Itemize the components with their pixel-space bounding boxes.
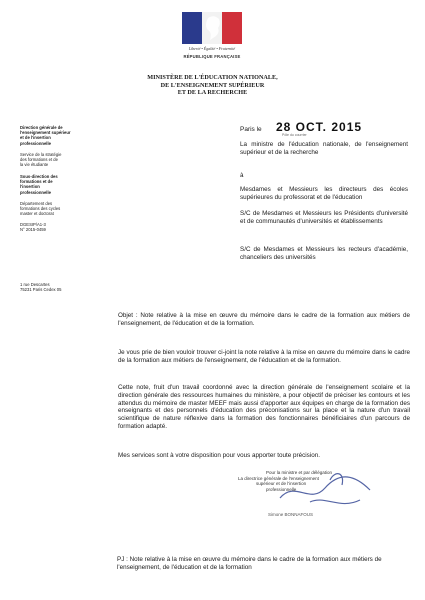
sidebar-line: professionnelle <box>20 140 51 146</box>
sidebar-line: formations et de <box>20 179 53 185</box>
sidebar-line: l'insertion <box>20 184 40 190</box>
sidebar-line: 75231 Paris Cedex 05 <box>20 287 62 293</box>
sender: La ministre de l'éducation nationale, de l'enseignement supérieur et de la recherche <box>240 141 408 156</box>
sidebar-line: la vie étudiante <box>20 162 49 168</box>
sidebar-address <box>20 282 115 292</box>
sidebar-department <box>20 201 115 217</box>
sidebar-line: et de l'insertion <box>20 135 51 141</box>
motto: Liberté • Égalité • Fraternité <box>188 46 236 51</box>
date-stamp-subtext: Pôle du courrier <box>282 133 307 137</box>
recipient-1: Mesdames et Messieurs les directeurs des écoles supérieures du professorat et de l'éducation <box>240 186 408 201</box>
signature-line: La directrice générale de l'enseignement <box>238 475 319 481</box>
signature-line: professionnelle <box>266 486 297 492</box>
sidebar-line: Service de la stratégie <box>20 152 62 157</box>
sidebar-service <box>20 152 115 168</box>
ministry-line: ET DE LA RECHERCHE <box>177 89 248 97</box>
marianne-logo <box>182 12 242 70</box>
body-paragraph-2: Cette note, fruit d'un travail coordonné avec la direction générale de l'enseignement scolaire et la direction générale des ressources humaines du ministère, a pour objectif de préciser les contours et les attendus du mémoire de master MEEF mais aussi d'apporter aux équipes en charge de la formation des enseignants et des personnels d'éducation des préconisations sur la place et la nature d'un travail scientifique de nature réflexive dans la formation des fonctionnaires bénéficiaires d'un parcours de formation adapté. <box>118 384 410 430</box>
recipient-2: S/C de Mesdames et Messieurs les Présidents d'université et de communautés d'universités et établissements <box>240 210 408 225</box>
sidebar-line: professionnelle <box>20 189 51 195</box>
sidebar-line: formations des cycles <box>20 206 61 212</box>
sidebar-direction <box>20 125 115 146</box>
ministry-line: DE L'ENSEIGNEMENT SUPÉRIEUR <box>160 81 265 89</box>
sidebar-reference <box>20 222 115 232</box>
sidebar-line: master et doctorat <box>20 211 54 217</box>
country-name: RÉPUBLIQUE FRANÇAISE <box>183 54 241 59</box>
sidebar-line: N° 2015-0459 <box>20 227 46 233</box>
signer-name: Simone BONNAFOUS <box>268 512 314 517</box>
sidebar-line: DGESIP/A1-3 <box>20 222 46 227</box>
signature-block <box>238 470 368 492</box>
body-paragraph-3: Mes services sont à votre disposition pour vous apporter toute précision. <box>118 452 320 459</box>
objet: Objet : Note relative à la mise en œuvre du mémoire dans le cadre de la formation aux métiers de l'enseignement, de l'éducation et de la formation. <box>118 312 410 327</box>
recipient-3: S/C de Mesdames et Messieurs les recteurs d'académie, chanceliers des universités <box>240 246 408 261</box>
ministry-heading <box>120 74 305 97</box>
to-word: à <box>240 172 244 179</box>
marianne-profile-icon <box>202 14 224 42</box>
signature-line: Pour la ministre et par délégation <box>266 470 333 475</box>
signature-line: supérieur et de l'insertion <box>256 481 307 487</box>
sidebar-line: Direction générale de <box>20 125 63 130</box>
date-stamp: 28 OCT. 2015 <box>276 120 363 134</box>
sidebar-line: l'enseignement supérieur <box>20 130 71 136</box>
sidebar-line: Département des <box>20 201 53 206</box>
sidebar-line: 1 rue Descartes <box>20 282 50 287</box>
attachment-note: PJ : Note relative à la mise en œuvre du mémoire dans le cadre de la formation aux métiers de l'enseignement, de l'éducation et de la formation <box>117 556 382 571</box>
body-paragraph-1: Je vous prie de bien vouloir trouver ci-joint la note relative à la mise en œuvre du mémoire dans le cadre de la formation aux métiers de l'enseignement, de l'éducation et de la formation. <box>118 349 410 364</box>
sidebar-subdirection <box>20 174 115 195</box>
sidebar-line: Sous-direction des <box>20 174 58 179</box>
ministry-line: MINISTÈRE DE L'ÉDUCATION NATIONALE, <box>147 74 278 81</box>
date-label: Paris le <box>240 126 262 133</box>
sidebar-line: des formations et de <box>20 157 58 163</box>
